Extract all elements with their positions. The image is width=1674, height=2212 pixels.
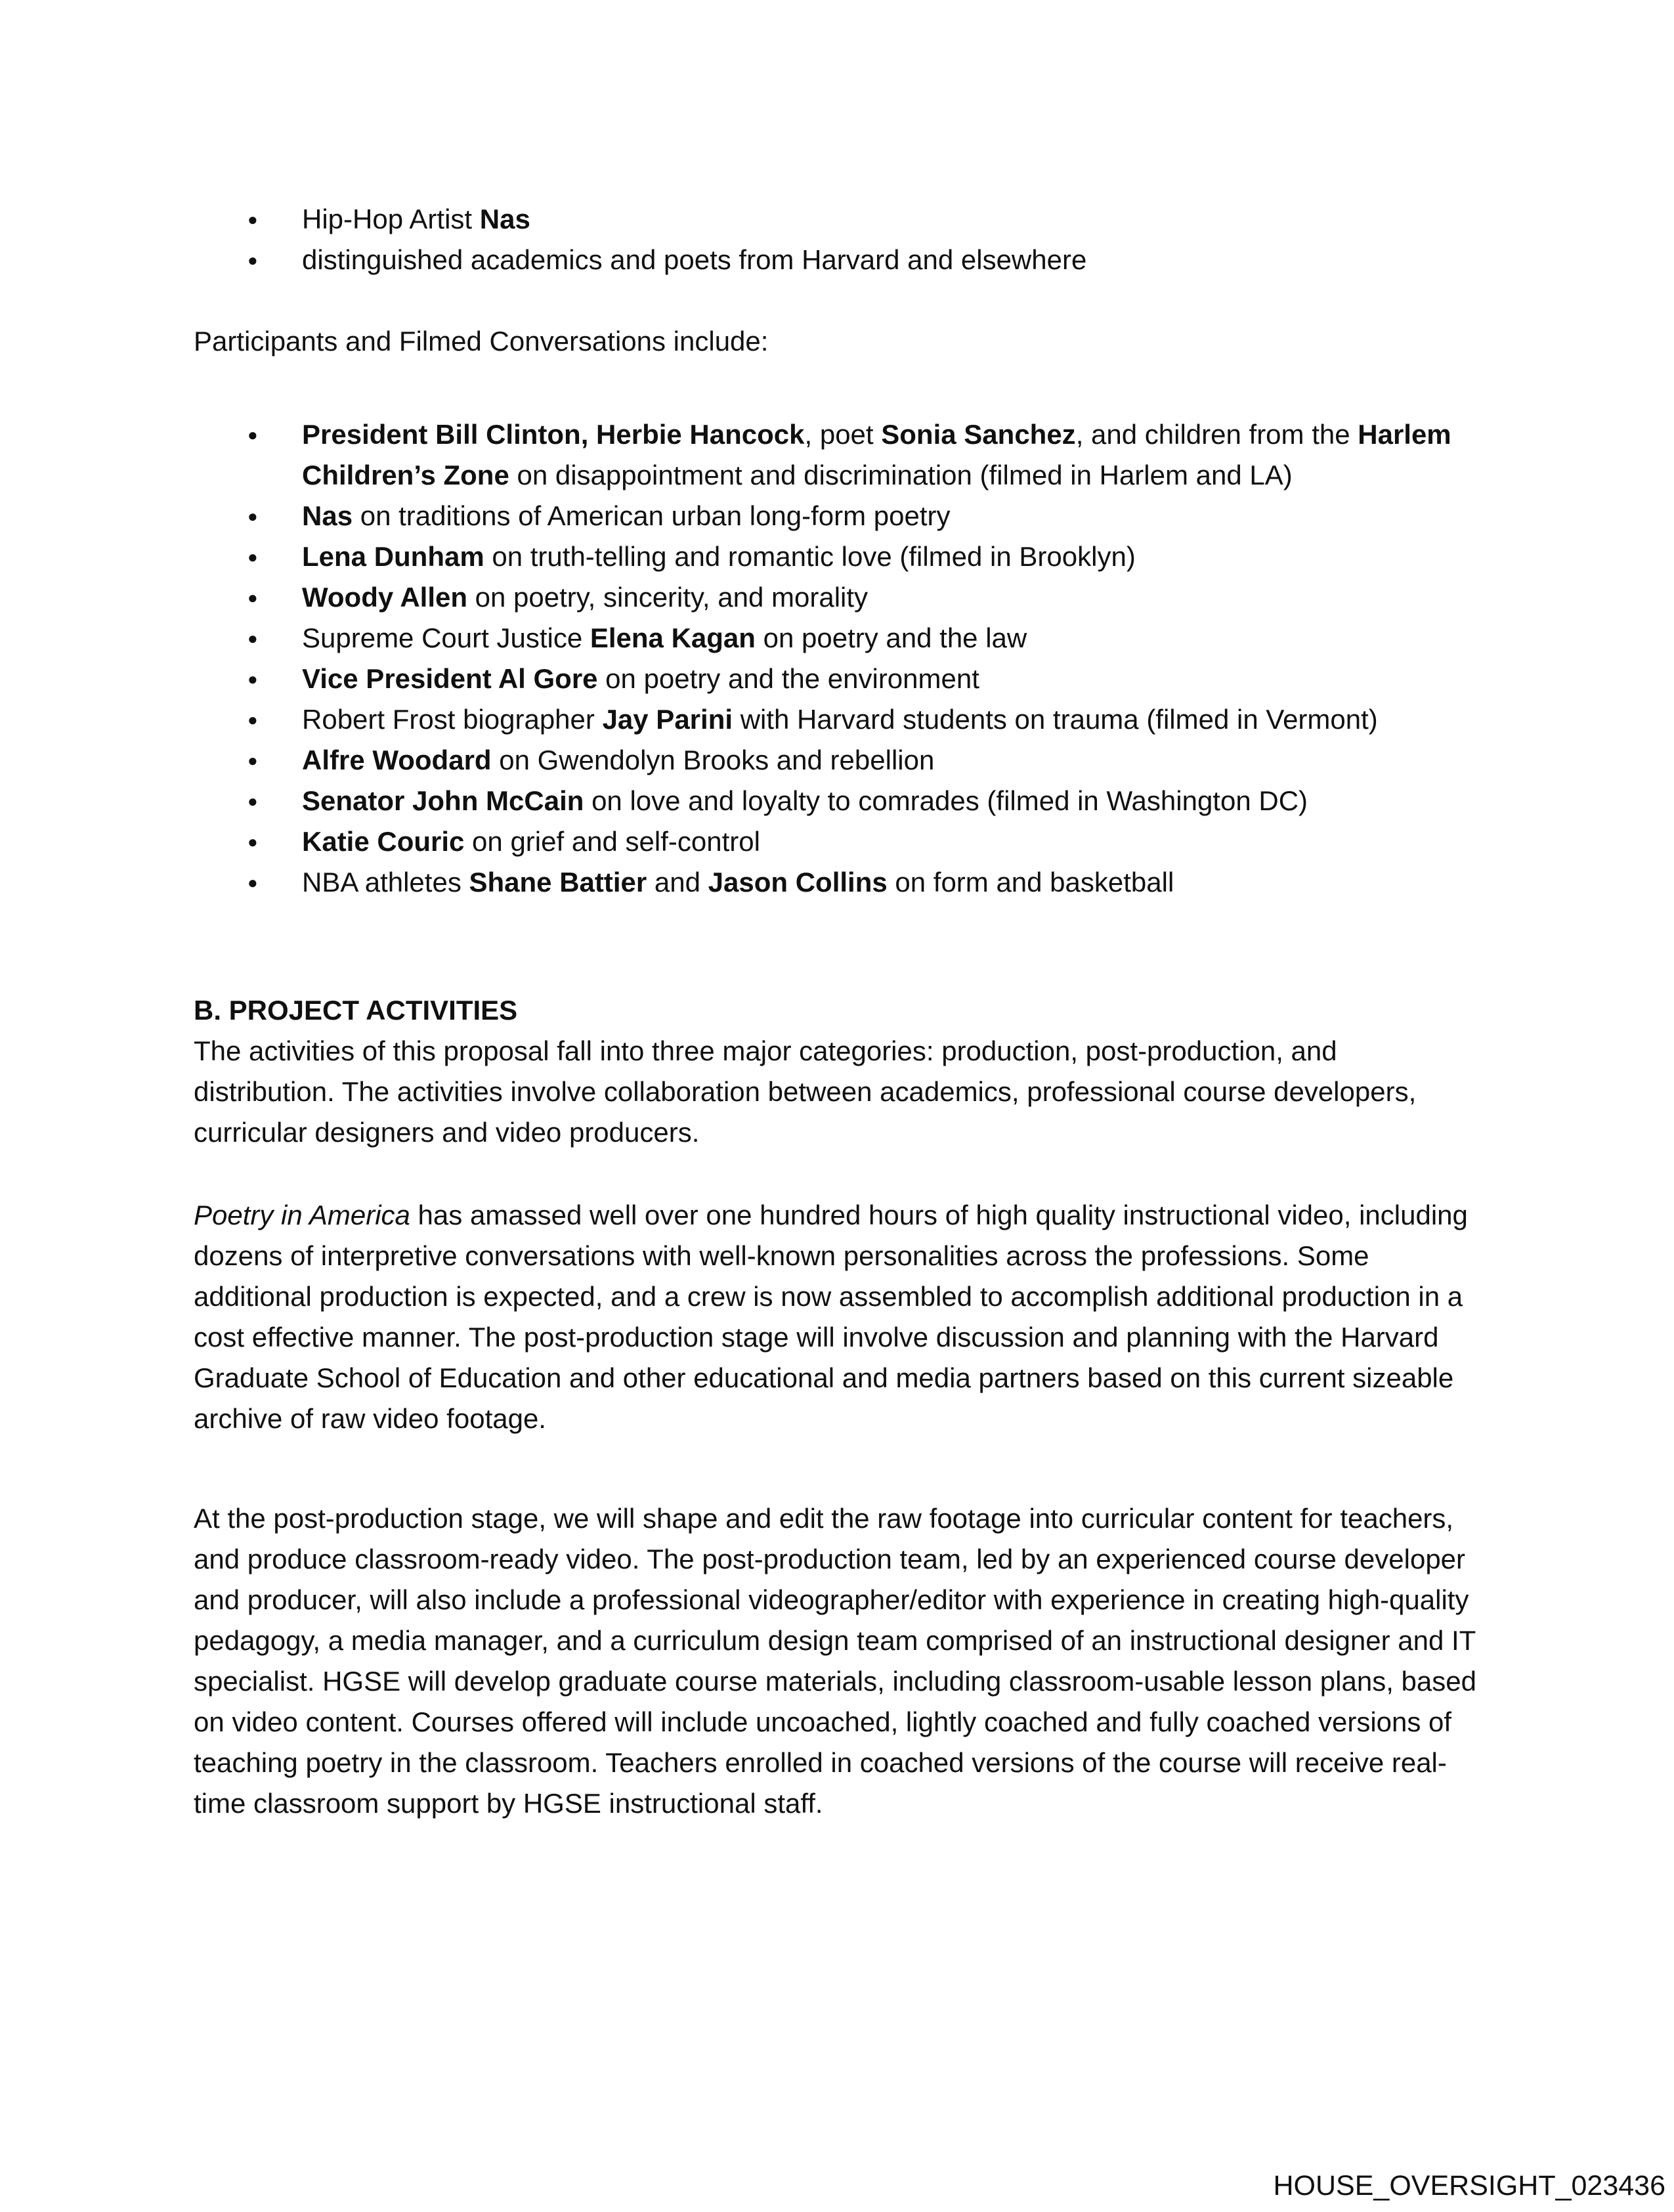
text-run: on traditions of American urban long-form poetry [353, 500, 951, 531]
list-item [194, 536, 1480, 577]
text-run: on love and loyalty to comrades (filmed in Washington DC) [584, 785, 1308, 816]
list-item [194, 659, 1480, 699]
list-item [194, 577, 1480, 618]
text-run: Sonia Sanchez [881, 419, 1076, 450]
text-run: The activities of this proposal fall into three major categories: production, post-production, and distribution. The activities involve collaboration between academics, professional course developers, curricular designers and video producers. [194, 1035, 1417, 1148]
text-run: , and children from the [1075, 419, 1358, 450]
text-run: Harlem Children’s Zone [302, 419, 1451, 490]
intro-bullet-list [194, 199, 1480, 280]
text-run: Elena Kagan [590, 622, 756, 653]
participants-lead: Participants and Filmed Conversations include: [194, 326, 769, 357]
post-production-paragraph [194, 1498, 1480, 1824]
text-run: Shane Battier [469, 867, 647, 898]
document-body [194, 199, 1480, 1824]
list-item [194, 740, 1480, 781]
list-item [194, 496, 1480, 536]
text-run: on Gwendolyn Brooks and rebellion [491, 745, 935, 775]
text-run: Poetry in America [194, 1200, 410, 1230]
text-run: on disappointment and discrimination (filmed in Harlem and LA) [509, 460, 1293, 490]
text-run: with Harvard students on trauma (filmed in Vermont) [733, 704, 1378, 735]
text-run: Vice President Al Gore [302, 663, 598, 694]
text-run: Nas [302, 500, 353, 531]
text-run: Alfre Woodard [302, 745, 492, 775]
text-run: on truth-telling and romantic love (filmed in Brooklyn) [484, 541, 1136, 572]
list-item [194, 618, 1480, 659]
text-run: on form and basketball [887, 867, 1174, 898]
participants-bullet-list [194, 414, 1480, 903]
text-run: Jason Collins [708, 867, 888, 898]
list-item [194, 699, 1480, 740]
list-item [194, 781, 1480, 821]
text-run: Supreme Court Justice [302, 622, 590, 653]
text-run: At the post-production stage, we will shape and edit the raw footage into curricular content for teachers, and produce classroom-ready video. The post-production team, led by an experienced course developer and producer, will also include a professional videographer/⁠editor with experience in creating high-quality pedagogy, a media manager, and a curriculum design team comprised of an instructional designer and IT specialist. HGSE will develop graduate course materials, including classroom-usable lesson plans, based on video content. Courses offered will include uncoached, lightly coached and fully coached versions of teaching poetry in the classroom. Teachers enrolled in coached versions of the course will receive real-time classroom support by HGSE instructional staff. [194, 1503, 1476, 1819]
section-heading: B. PROJECT ACTIVITIES [194, 995, 518, 1026]
list-item [194, 862, 1480, 903]
text-run: President Bill Clinton, Herbie Hancock [302, 419, 805, 450]
text-run: on poetry, sincerity, and morality [467, 582, 869, 613]
text-run: on grief and self-control [464, 826, 760, 857]
list-item [194, 199, 1480, 240]
text-run: Lena Dunham [302, 541, 484, 572]
text-run: , poet [804, 419, 882, 450]
list-item [194, 821, 1480, 862]
text-run: Katie Couric [302, 826, 465, 857]
bates-number: HOUSE_OVERSIGHT_023436 [1273, 2170, 1665, 2201]
text-run: Robert Frost biographer [302, 704, 603, 735]
production-paragraph [194, 1195, 1480, 1439]
text-run: Senator John McCain [302, 785, 584, 816]
text-run: Nas [479, 204, 530, 234]
text-run: distinguished academics and poets from Harvard and elsewhere [302, 244, 1087, 275]
list-item [194, 414, 1480, 496]
text-run: Woody Allen [302, 582, 467, 613]
text-run: on poetry and the environment [597, 663, 979, 694]
text-run: Jay Parini [602, 704, 733, 735]
activities-overview-paragraph [194, 1031, 1480, 1153]
text-run: Hip-Hop Artist [302, 204, 480, 234]
text-run: on poetry and the law [755, 622, 1027, 653]
text-run: NBA athletes [302, 867, 469, 898]
text-run: has amassed well over one hundred hours of high quality instructional video, including dozens of interpretive conversations with well-known personalities across the professions. Some additional production is expected, and a crew is now assembled to accomplish additional production in a cost effective manner. The post-production stage will involve discussion and planning with the Harvard Graduate School of Education and other educational and media partners based on this current sizeable archive of raw video footage. [194, 1200, 1468, 1434]
list-item [194, 240, 1480, 280]
text-run: and [647, 867, 708, 898]
